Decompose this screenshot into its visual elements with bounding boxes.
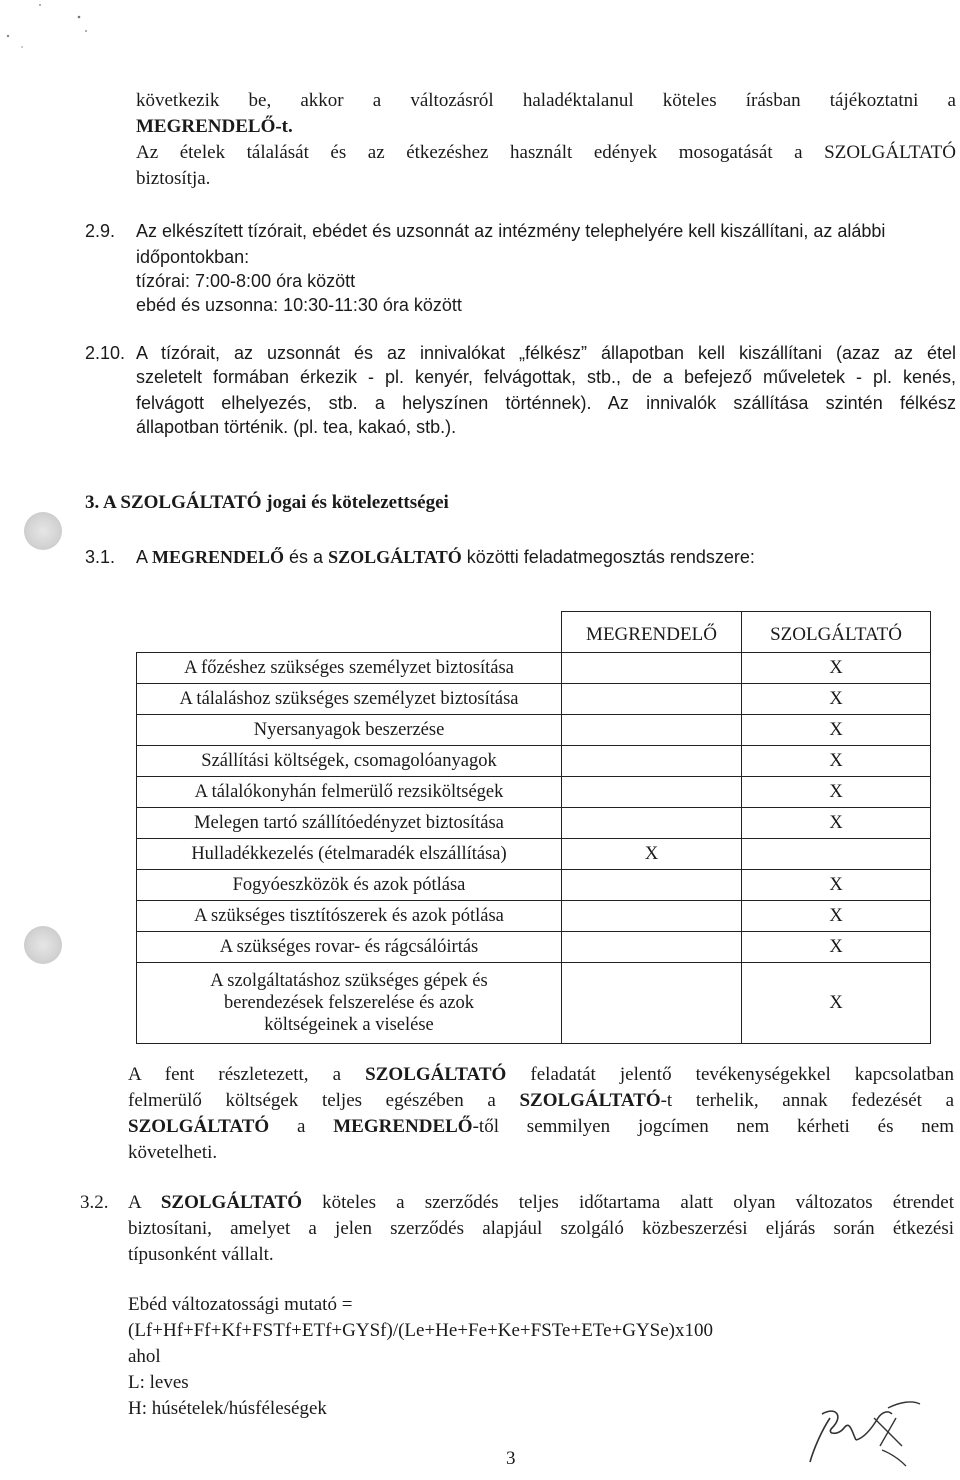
table-header-megrendelo: MEGRENDELŐ	[562, 612, 742, 653]
section-number-3-1: 3.1.	[85, 547, 116, 567]
continuation-line-3: Az ételek tálalását és az étkezéshez használt edények mosogatását a SZOLGÁLTATÓ	[136, 142, 956, 163]
section-2-10-line-2: szeletelt formában érkezik - pl. kenyér, felvágottak, stb., de a befejező műveletek - pl. kenés,	[136, 367, 956, 387]
table-cell-szolgaltato: X	[742, 715, 931, 746]
table-cell-szolgaltato: X	[742, 777, 931, 808]
formula-def-h: H: húsételek/húsféleségek	[128, 1398, 327, 1419]
section-3-2-line-3: típusonként vállalt.	[128, 1244, 274, 1265]
after-table-line-2: felmerülő költségek teljes egészében a SZOLGÁLTATÓ-t terhelik, annak fedezését a	[128, 1090, 955, 1111]
table-cell-task: A tálaláshoz szükséges személyzet biztosítása	[137, 684, 562, 715]
section-number-3-2: 3.2.	[80, 1192, 109, 1213]
task-division-table	[136, 611, 931, 1044]
table-row	[137, 684, 931, 715]
table-row	[137, 839, 931, 870]
table-cell-task: A szükséges tisztítószerek és azok pótlása	[137, 901, 562, 932]
section-2-9-line-1: Az elkészített tízórait, ebédet és uzsonnát az intézmény telephelyére kell kiszállítani, az alábbi	[136, 221, 886, 241]
table-cell-szolgaltato: X	[742, 901, 931, 932]
table-header-szolgaltato: SZOLGÁLTATÓ	[742, 612, 931, 653]
table-cell-szolgaltato: X	[742, 808, 931, 839]
handwritten-signature	[792, 1388, 922, 1468]
section-2-10-line-4: állapotban történik. (pl. tea, kakaó, stb.).	[136, 417, 457, 437]
table-row	[137, 653, 931, 684]
section-2-9-line-4: ebéd és uzsonna: 10:30-11:30 óra között	[136, 295, 462, 315]
table-cell-task: A szükséges rovar- és rágcsálóirtás	[137, 932, 562, 963]
section-2-10-line-1: A tízórait, az uzsonnát és az innivalókat „félkész” állapotban kell kiszállítani (azaz az étel	[136, 343, 956, 363]
table-cell-task	[137, 963, 562, 1044]
table-cell-megrendelo: X	[562, 839, 742, 870]
after-table-line-1: A fent részletezett, a SZOLGÁLTATÓ feladatát jelentő tevékenységekkel kapcsolatban	[128, 1064, 954, 1085]
section-number-2-9: 2.9.	[85, 221, 116, 241]
continuation-line-4: biztosítja.	[136, 168, 211, 189]
table-cell-szolgaltato: X	[742, 932, 931, 963]
after-table-line-3: SZOLGÁLTATÓ a MEGRENDELŐ-től semmilyen jogcímen nem kérheti és nem	[128, 1116, 954, 1137]
section-2-9-line-3: tízórai: 7:00-8:00 óra között	[136, 271, 356, 291]
formula-label: Ebéd változatossági mutató =	[128, 1294, 353, 1315]
scan-specks	[0, 0, 110, 60]
table-row	[137, 715, 931, 746]
table-cell-task-line: berendezések felszerelése és azok	[223, 993, 475, 1013]
after-table-line-4: követelheti.	[128, 1142, 218, 1163]
section-3-2-line-1: A SZOLGÁLTATÓ köteles a szerződés teljes időtartama alatt olyan változatos étrendet	[128, 1192, 954, 1213]
section-number-2-10: 2.10.	[85, 343, 126, 363]
table-cell-szolgaltato: X	[742, 746, 931, 777]
table-cell-megrendelo	[562, 963, 742, 1044]
table-cell-task-line: költségeinek a viselése	[264, 1015, 434, 1035]
table-cell-megrendelo	[562, 684, 742, 715]
table-cell-megrendelo	[562, 901, 742, 932]
punch-hole-top	[24, 512, 62, 550]
table-cell-task: Melegen tartó szállítóedényzet biztosítása	[137, 808, 562, 839]
table-header-row	[137, 612, 931, 653]
table-cell-megrendelo	[562, 746, 742, 777]
table-row	[137, 808, 931, 839]
table-cell-szolgaltato: X	[742, 653, 931, 684]
table-row	[137, 870, 931, 901]
table-row	[137, 777, 931, 808]
table-cell-task: Nyersanyagok beszerzése	[137, 715, 562, 746]
section-2-10-line-3: felvágott elhelyezés, stb. a helyszínen történnek). Az innivalók szállítása szintén félkész	[136, 393, 956, 413]
table-cell-szolgaltato: X	[742, 684, 931, 715]
table-cell-task: Szállítási költségek, csomagolóanyagok	[137, 746, 562, 777]
formula-def-l: L: leves	[128, 1372, 189, 1393]
table-cell-megrendelo	[562, 932, 742, 963]
table-cell-task-line: A szolgáltatáshoz szükséges gépek és	[210, 971, 488, 991]
table-cell-szolgaltato: X	[742, 870, 931, 901]
table-row	[137, 901, 931, 932]
continuation-line-2: MEGRENDELŐ-t.	[136, 116, 293, 137]
table-cell-megrendelo	[562, 715, 742, 746]
table-cell-megrendelo	[562, 808, 742, 839]
table-row	[137, 746, 931, 777]
table-body	[137, 653, 931, 1044]
table-header-blank	[137, 612, 562, 653]
table-cell-megrendelo	[562, 870, 742, 901]
table-row	[137, 963, 931, 1044]
formula-expression: (Lf+Hf+Ff+Kf+FSTf+ETf+GYSf)/(Le+He+Fe+Ke+FSTe+ETe+GYSe)x100	[128, 1320, 713, 1341]
table-cell-task: A főzéshez szükséges személyzet biztosítása	[137, 653, 562, 684]
formula-where: ahol	[128, 1346, 161, 1367]
table-cell-szolgaltato: X	[742, 963, 931, 1044]
table-cell-task: Fogyóeszközök és azok pótlása	[137, 870, 562, 901]
page-number: 3	[506, 1448, 516, 1469]
punch-hole-bottom	[24, 926, 62, 964]
table-cell-task: A tálalókonyhán felmerülő rezsiköltségek	[137, 777, 562, 808]
section-2-9-line-2: időpontokban:	[136, 247, 250, 267]
table-cell-task: Hulladékkezelés (ételmaradék elszállítása)	[137, 839, 562, 870]
table-cell-szolgaltato	[742, 839, 931, 870]
section-3-1-text: A MEGRENDELŐ és a SZOLGÁLTATÓ közötti feladatmegosztás rendszere:	[136, 547, 755, 567]
table-row	[137, 932, 931, 963]
section-heading-3: 3. A SZOLGÁLTATÓ jogai és kötelezettségei	[85, 492, 449, 513]
table-cell-megrendelo	[562, 777, 742, 808]
section-3-2-line-2: biztosítani, amelyet a jelen szerződés alapjául szolgáló közbeszerzési eljárás során étkezési	[128, 1218, 954, 1239]
continuation-line-1: következik be, akkor a változásról haladéktalanul köteles írásban tájékoztatni a	[136, 90, 956, 111]
table-cell-megrendelo	[562, 653, 742, 684]
